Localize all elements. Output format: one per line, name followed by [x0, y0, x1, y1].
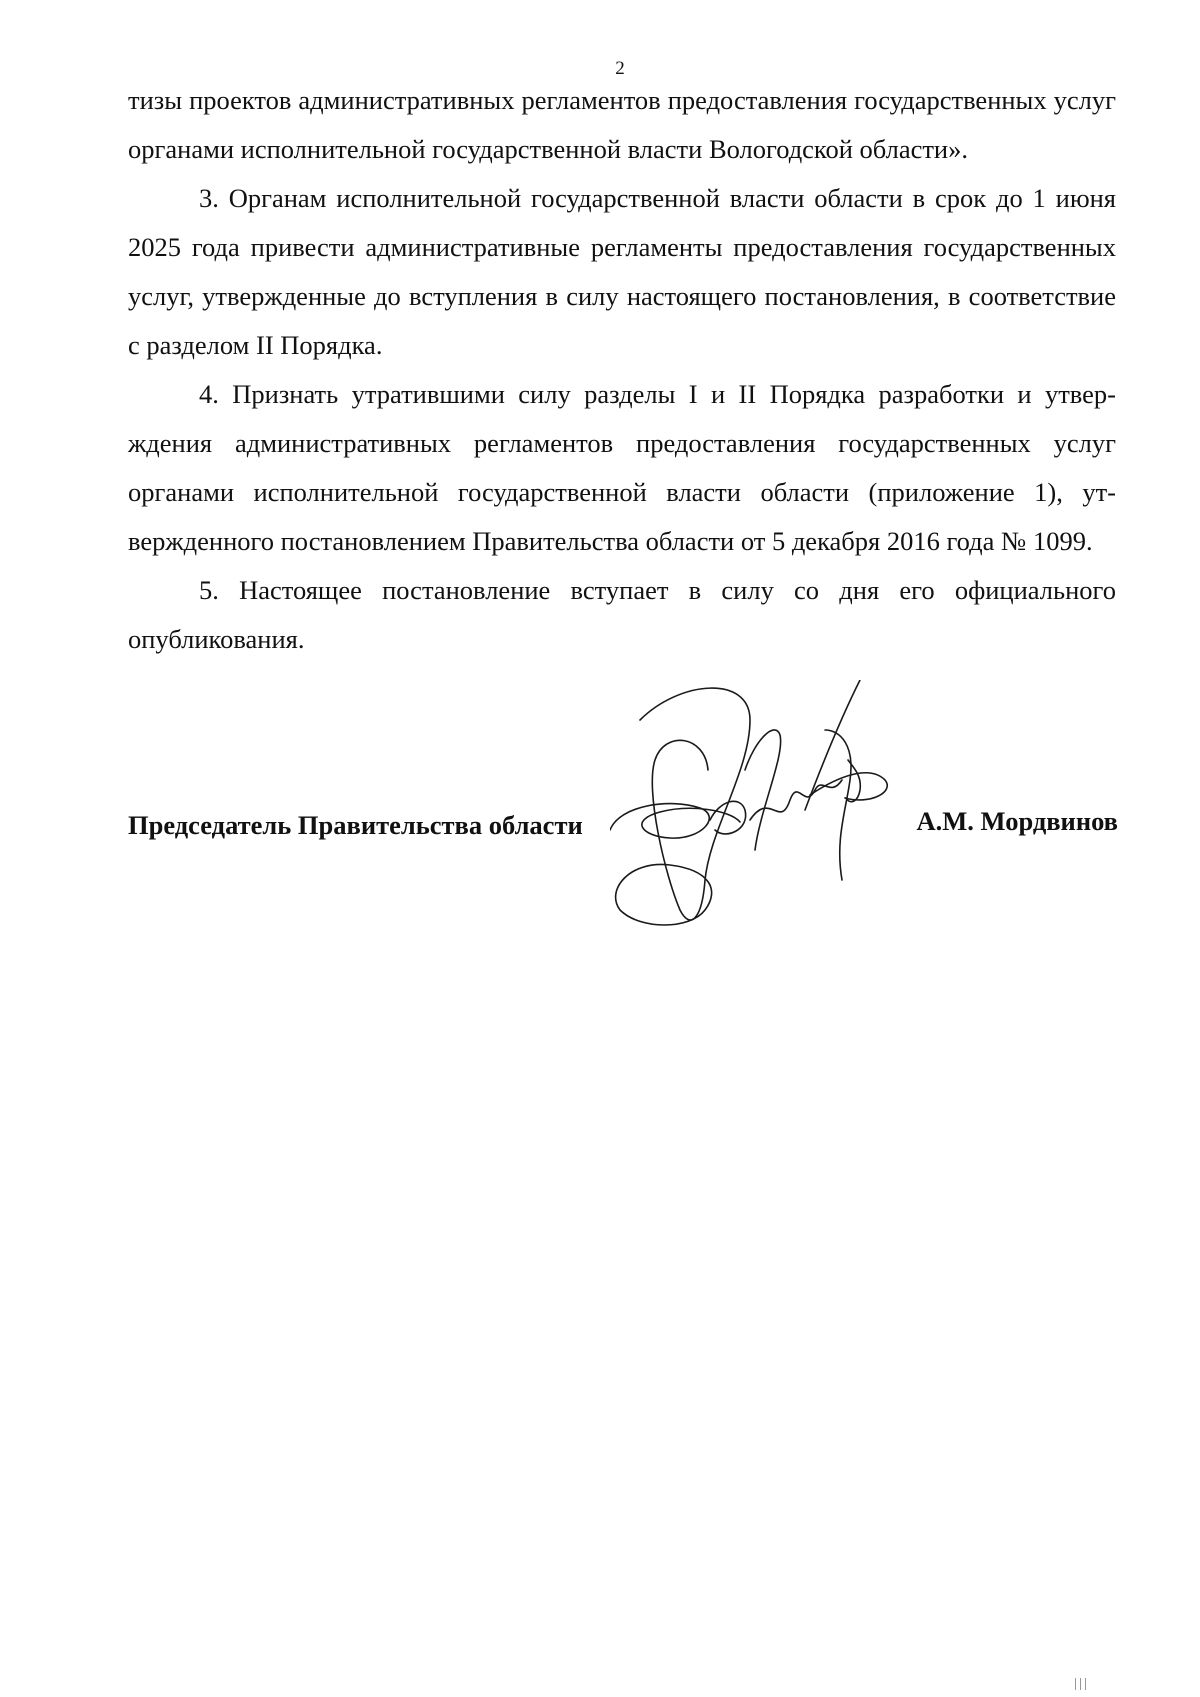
- page-number: 2: [615, 58, 625, 79]
- paragraph-continuation: тизы проектов административных регламентов предоставления государственных услуг органами исполнительной государственной власти Вологодской области».: [128, 85, 1116, 164]
- scan-artifact: [1085, 1678, 1086, 1690]
- signatory-name: А.М. Мордвинов: [916, 806, 1118, 836]
- scan-artifact: [1080, 1678, 1081, 1690]
- signatory-title: Председатель Правительства области: [128, 810, 583, 840]
- document-body: [128, 76, 1116, 664]
- paragraph-item-3: 3. Органам исполнительной государственной власти области в срок до 1 июня 2025 года привести административные регламенты предоставления государственных услуг, утвержденные до вступления в силу настоящего постановления, в соответствие с разделом II Порядка.: [128, 183, 1116, 360]
- handwritten-signature: [610, 680, 940, 950]
- scan-artifact: [1075, 1678, 1076, 1690]
- paragraph-item-5: 5. Настоящее постановление вступает в силу со дня его официального опубликования.: [128, 575, 1116, 654]
- paragraph-item-4: 4. Признать утратившими силу разделы I и II Порядка разработки и утверждения административных регламентов предоставления государственных услуг органами исполнительной государственной власти области (приложение 1), утвержденного постановлением Правительства области от 5 декабря 2016 года № 1099.: [128, 379, 1116, 556]
